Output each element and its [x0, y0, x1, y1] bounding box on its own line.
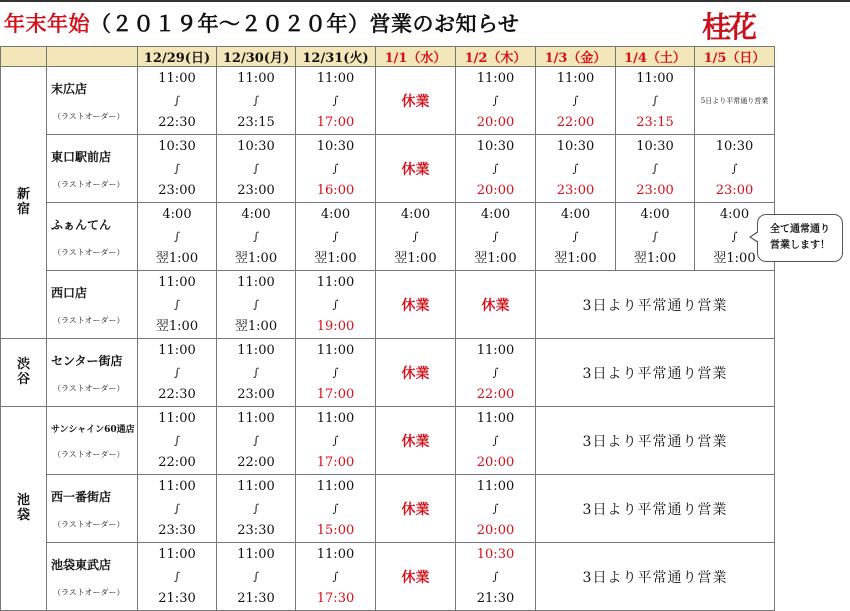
closed-cell: 休業 — [376, 135, 456, 203]
hours-cell: 4:00 ∫ 翌1:00 — [536, 203, 616, 271]
table-row — [1, 475, 775, 543]
header-date: 1/3（金） — [536, 47, 616, 67]
hours-cell: 11:00 ∫ 20:00 — [456, 67, 536, 135]
schedule-table — [0, 46, 775, 611]
closed-cell: 休業 — [376, 475, 456, 543]
area-char: 渋 — [16, 357, 30, 373]
hours-cell: 11:00 ∫ 17:00 — [296, 339, 376, 407]
hours-cell: 11:00 ∫ 21:30 — [217, 543, 296, 611]
hours-cell: 11:00 ∫ 23:30 — [217, 475, 296, 543]
header-date: 1/5（日） — [695, 47, 775, 67]
store-higashiguchi — [47, 135, 138, 203]
store-tobu — [47, 543, 138, 611]
store-name: 末広店 — [51, 81, 88, 96]
hours-cell: 11:00 ∫ 翌1:00 — [217, 271, 296, 339]
store-suehiro — [47, 67, 138, 135]
hours-cell: 11:00 ∫ 21:30 — [138, 543, 217, 611]
closed-cell: 休業 — [456, 271, 536, 339]
store-name: 西口店 — [51, 285, 88, 300]
last-order-label: （ラストオーダー） — [53, 383, 125, 393]
title-part-3: 営業のお知らせ — [369, 11, 520, 36]
store-name: サンシャイン60通店 — [51, 424, 135, 435]
hours-cell: 11:00 ∫ 17:30 — [296, 543, 376, 611]
hours-cell: 4:00 ∫ 翌1:00 — [376, 203, 456, 271]
hours-cell: 11:00 ∫ 17:00 — [296, 407, 376, 475]
area-shinjuku — [1, 67, 47, 339]
store-name: 西一番街店 — [51, 489, 112, 504]
area-char: 新 — [16, 187, 30, 203]
store-nishiguchi — [47, 271, 138, 339]
area-char: 谷 — [16, 371, 30, 387]
hours-cell: 11:00 ∫ 23:15 — [217, 67, 296, 135]
table-row — [1, 203, 775, 271]
hours-cell: 10:30 ∫ 23:00 — [138, 135, 217, 203]
table-row — [1, 339, 775, 407]
hours-cell: 10:30 ∫ 23:00 — [536, 135, 616, 203]
hours-cell: 11:00 ∫ 15:00 — [296, 475, 376, 543]
header-blank-store — [47, 47, 138, 67]
closed-cell: 休業 — [376, 67, 456, 135]
note-cell: 3日より平常通り営業 — [536, 339, 775, 407]
store-center — [47, 339, 138, 407]
area-char: 袋 — [16, 507, 30, 523]
hours-cell: 4:00 ∫ 翌1:00 — [296, 203, 376, 271]
hours-cell: 4:00 ∫ 翌1:00 — [695, 203, 775, 271]
hours-cell: 10:30 ∫ 16:00 — [296, 135, 376, 203]
note-cell: 3日より平常通り営業 — [536, 407, 775, 475]
last-order-label: （ラストオーダー） — [53, 449, 125, 459]
header-date: 12/29(日) — [138, 47, 217, 67]
store-fuunten — [47, 203, 138, 271]
table-row — [1, 407, 775, 475]
header-blank-area — [1, 47, 47, 67]
store-name: センター街店 — [51, 353, 123, 368]
closed-cell: 休業 — [376, 407, 456, 475]
hours-cell: 4:00 ∫ 翌1:00 — [616, 203, 695, 271]
hours-cell: 4:00 ∫ 翌1:00 — [456, 203, 536, 271]
header-row — [1, 47, 775, 67]
hours-cell: 11:00 ∫ 23:15 — [616, 67, 695, 135]
last-order-label: （ラストオーダー） — [53, 179, 125, 189]
note-cell: 3日より平常通り営業 — [536, 271, 775, 339]
hours-cell: 11:00 ∫ 23:00 — [217, 339, 296, 407]
note-cell: 3日より平常通り営業 — [536, 475, 775, 543]
store-sunshine — [47, 407, 138, 475]
hours-cell: 10:30 ∫ 23:00 — [616, 135, 695, 203]
header-date: 12/30(月) — [217, 47, 296, 67]
area-char: 宿 — [16, 201, 30, 217]
hours-cell: 10:30 ∫ 23:00 — [217, 135, 296, 203]
note-cell: 5日より平常通り営業 — [695, 67, 775, 135]
store-name: 池袋東武店 — [51, 557, 112, 572]
closed-cell: 休業 — [376, 543, 456, 611]
page-title — [4, 8, 519, 38]
area-char: 池 — [16, 493, 30, 509]
hours-cell: 10:30 ∫ 20:00 — [456, 135, 536, 203]
last-order-label: （ラストオーダー） — [53, 587, 125, 597]
keika-logo: 桂花 — [702, 10, 755, 44]
last-order-label: （ラストオーダー） — [53, 519, 125, 529]
closed-cell: 休業 — [376, 271, 456, 339]
table-row — [1, 135, 775, 203]
hours-cell: 10:30 ∫ 21:30 — [456, 543, 536, 611]
header-date: 1/1（水） — [376, 47, 456, 67]
store-name: ふぁんてん — [51, 217, 112, 232]
last-order-label: （ラストオーダー） — [53, 247, 125, 257]
header-date: 1/4（土） — [616, 47, 695, 67]
top-rule — [0, 0, 850, 2]
hours-cell: 4:00 ∫ 翌1:00 — [217, 203, 296, 271]
hours-cell: 11:00 ∫ 22:00 — [217, 407, 296, 475]
hours-cell: 11:00 ∫ 23:30 — [138, 475, 217, 543]
closed-cell: 休業 — [376, 339, 456, 407]
hours-cell: 4:00 ∫ 翌1:00 — [138, 203, 217, 271]
bubble-line-2: 営業します！ — [770, 240, 830, 251]
speech-bubble — [757, 214, 843, 262]
header-date: 12/31(火) — [296, 47, 376, 67]
header-date: 1/2（木） — [456, 47, 536, 67]
hours-cell: 11:00 ∫ 22:00 — [536, 67, 616, 135]
store-name: 東口駅前店 — [51, 149, 112, 164]
bubble-line-1: 全て通常通り — [770, 224, 830, 235]
hours-cell: 11:00 ∫ 20:00 — [456, 475, 536, 543]
hours-cell: 11:00 ∫ 22:00 — [138, 407, 217, 475]
hours-cell: 10:30 ∫ 23:00 — [695, 135, 775, 203]
last-order-label: （ラストオーダー） — [53, 111, 125, 121]
area-shibuya — [1, 339, 47, 407]
hours-cell: 11:00 ∫ 22:30 — [138, 339, 217, 407]
table-row — [1, 67, 775, 135]
note-cell: 3日より平常通り営業 — [536, 543, 775, 611]
title-part-2: （２０１９年～２０２０年） — [90, 11, 370, 36]
title-part-1: 年末年始 — [4, 11, 90, 36]
last-order-label: （ラストオーダー） — [53, 315, 125, 325]
hours-cell: 11:00 ∫ 20:00 — [456, 407, 536, 475]
table-row — [1, 271, 775, 339]
hours-cell: 11:00 ∫ 翌1:00 — [138, 271, 217, 339]
hours-cell: 11:00 ∫ 17:00 — [296, 67, 376, 135]
hours-cell: 11:00 ∫ 22:30 — [138, 67, 217, 135]
table-row — [1, 543, 775, 611]
store-nishiichiban — [47, 475, 138, 543]
hours-cell: 11:00 ∫ 22:00 — [456, 339, 536, 407]
hours-cell: 11:00 ∫ 19:00 — [296, 271, 376, 339]
area-ikebukuro — [1, 407, 47, 611]
